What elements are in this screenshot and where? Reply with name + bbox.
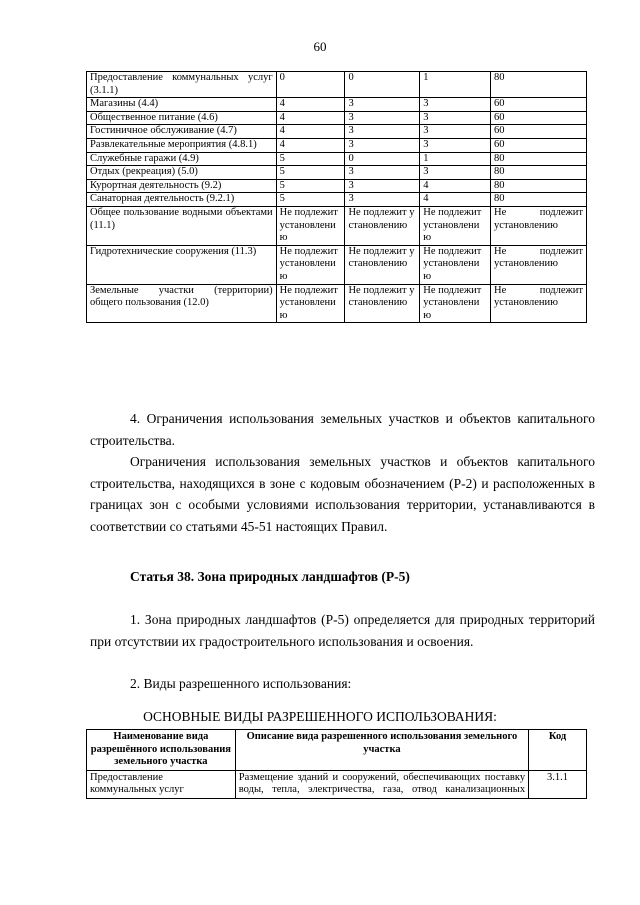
table-cell: Не подлежит установлению (276, 245, 345, 284)
table-row (87, 98, 587, 112)
table-cell: 3 (345, 179, 420, 193)
table-cell: 3 (420, 111, 491, 125)
table-cell: 4 (276, 138, 345, 152)
table-cell: Не подлежит установлению (420, 206, 491, 245)
table-cell: 3 (345, 125, 420, 139)
column-header: Наименование вида разрешённого использования земельного участка (87, 730, 236, 771)
permitted-uses-table (86, 729, 587, 799)
use-type-name: Гидротехнические сооружения (11.3) (87, 245, 277, 284)
table-cell: Не подлежит установлению (491, 284, 587, 323)
table-cell: 1 (420, 72, 491, 98)
table-cell: 80 (491, 72, 587, 98)
use-type-name: Служебные гаражи (4.9) (87, 152, 277, 166)
table-cell: 3 (420, 138, 491, 152)
table-cell: 60 (491, 138, 587, 152)
table-row (87, 770, 587, 798)
use-type-description: Размещение зданий и сооружений, обеспечивающих поставку воды, тепла, электричества, газа, отвод канализационных (235, 770, 528, 798)
use-type-name: Санаторная деятельность (9.2.1) (87, 193, 277, 207)
column-header: Код (529, 730, 587, 771)
table-row (87, 179, 587, 193)
use-type-name: Курортная деятельность (9.2) (87, 179, 277, 193)
table-cell: Не подлежит установлению (345, 206, 420, 245)
paragraph-zone-definition: 1. Зона природных ландшафтов (Р-5) определяется для природных территорий при отсутствии их градостроительного использования и освоения. (90, 612, 595, 649)
table-cell: 4 (276, 125, 345, 139)
table-cell: 0 (345, 72, 420, 98)
table-cell: 0 (345, 152, 420, 166)
paragraph-restrictions-text: Ограничения использования земельных участков и объектов капитального строительства, находящихся в зоне с кодовым обозначением (Р-2) и расположенных в границах зон с особыми условиями использования территории, устанавливаются в соответствии со статьями 45-51 настоящих Правил. (90, 454, 595, 534)
use-type-name: Магазины (4.4) (87, 98, 277, 112)
table-row (87, 72, 587, 98)
table-cell: 5 (276, 193, 345, 207)
use-type-name: Предоставление коммунальных услуг (3.1.1) (87, 72, 277, 98)
table-cell: 4 (420, 179, 491, 193)
table-cell: 3 (345, 138, 420, 152)
use-type-code: 3.1.1 (529, 770, 587, 798)
table-cell: 5 (276, 152, 345, 166)
table-cell: Не подлежит установлению (491, 245, 587, 284)
table-cell: Не подлежит установлению (276, 284, 345, 323)
paragraph-use-types: 2. Виды разрешенного использования: (130, 676, 352, 691)
table-row (87, 166, 587, 180)
table-cell: 4 (276, 111, 345, 125)
table-row (87, 138, 587, 152)
table-cell: 5 (276, 166, 345, 180)
table-cell: Не подлежит установлению (420, 245, 491, 284)
table-cell: Не подлежит установлению (345, 284, 420, 323)
table-row (87, 152, 587, 166)
table-cell: 60 (491, 98, 587, 112)
page-number: 60 (313, 39, 327, 54)
table-cell: 3 (345, 98, 420, 112)
table-cell: 3 (420, 98, 491, 112)
table-row (87, 111, 587, 125)
restrictions-table (86, 71, 587, 323)
table-cell: 3 (420, 166, 491, 180)
use-type-name: Земельные участки (территории) общего пользования (12.0) (87, 284, 277, 323)
table-cell: 3 (345, 166, 420, 180)
table-caption: ОСНОВНЫЕ ВИДЫ РАЗРЕШЕННОГО ИСПОЛЬЗОВАНИЯ: (143, 709, 497, 724)
table-cell: Не подлежит установлению (491, 206, 587, 245)
table-row (87, 245, 587, 284)
table-row (87, 193, 587, 207)
table-cell: 80 (491, 193, 587, 207)
table-row (87, 284, 587, 323)
table-cell: 3 (345, 193, 420, 207)
table-cell: 1 (420, 152, 491, 166)
table-header-row (87, 730, 587, 771)
table-cell: 4 (276, 98, 345, 112)
table-cell: Не подлежит установлению (276, 206, 345, 245)
use-type-name: Развлекательные мероприятия (4.8.1) (87, 138, 277, 152)
table-cell: 0 (276, 72, 345, 98)
table-cell: 5 (276, 179, 345, 193)
table-cell: 4 (420, 193, 491, 207)
table-cell: 80 (491, 152, 587, 166)
table-row (87, 206, 587, 245)
article-heading: Статья 38. Зона природных ландшафтов (Р-5) (130, 569, 410, 584)
table-cell: 80 (491, 179, 587, 193)
table-row (87, 125, 587, 139)
paragraph-restrictions-title: 4. Ограничения использования земельных участков и объектов капитального строительства. (90, 411, 595, 448)
table-cell: 80 (491, 166, 587, 180)
column-header: Описание вида разрешенного использования земельного участка (235, 730, 528, 771)
table-cell: 60 (491, 125, 587, 139)
table-cell: 3 (345, 111, 420, 125)
table-cell: 60 (491, 111, 587, 125)
use-type-name: Общее пользование водными объектами (11.1) (87, 206, 277, 245)
use-type-name: Предоставление коммунальных услуг (87, 770, 236, 798)
table-cell: Не подлежит установлению (420, 284, 491, 323)
use-type-name: Отдых (рекреация) (5.0) (87, 166, 277, 180)
use-type-name: Общественное питание (4.6) (87, 111, 277, 125)
table-cell: 3 (420, 125, 491, 139)
use-type-name: Гостиничное обслуживание (4.7) (87, 125, 277, 139)
table-cell: Не подлежит установлению (345, 245, 420, 284)
